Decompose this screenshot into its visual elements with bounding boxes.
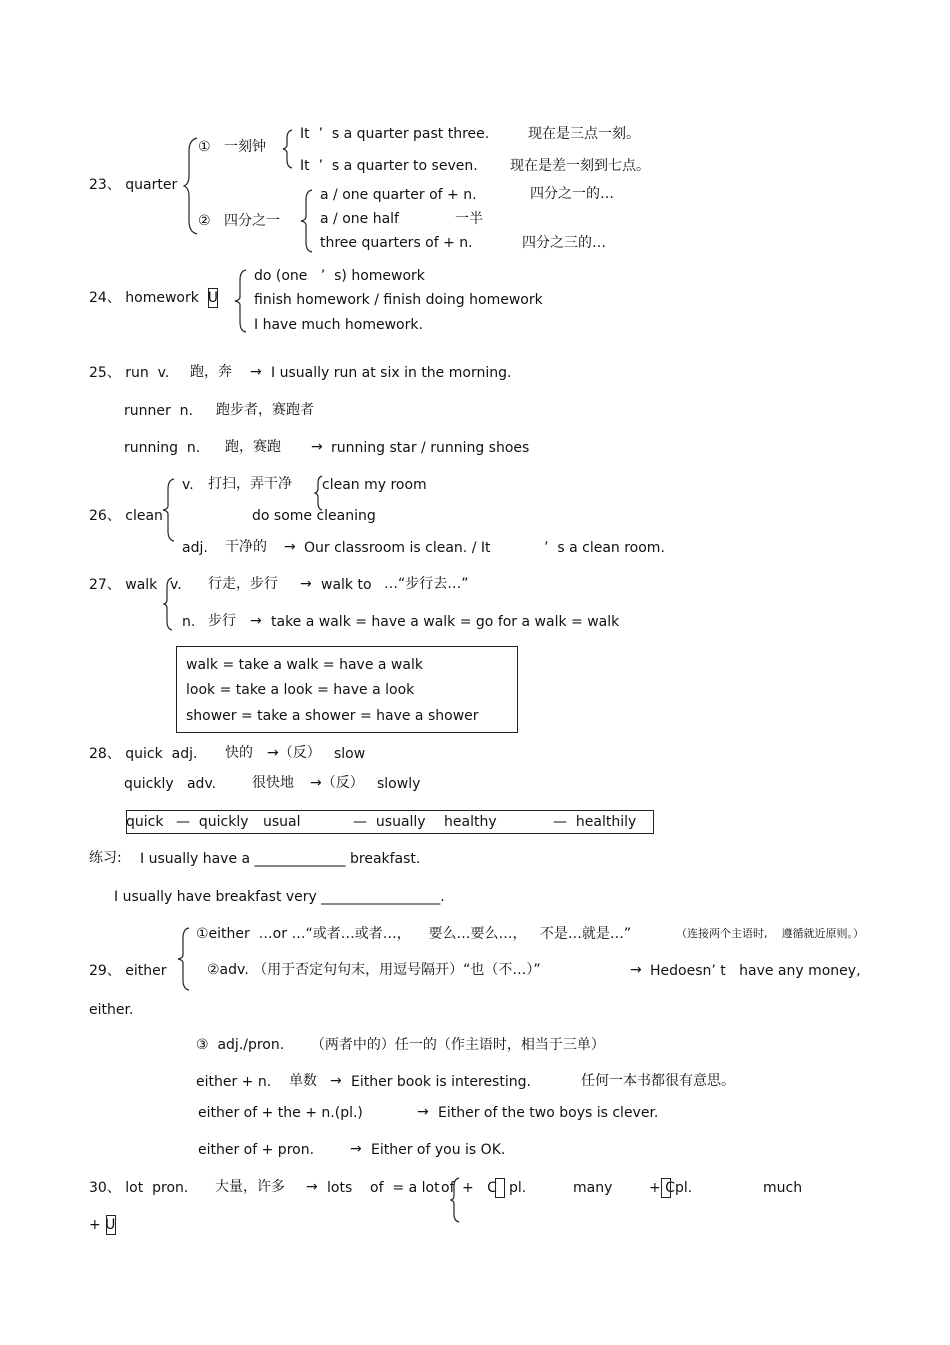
brace-29 xyxy=(177,926,193,992)
uncountable-box-icon xyxy=(106,1215,116,1235)
quick-antonym-label: →（反） xyxy=(267,745,321,761)
either-rule-3: either of + pron. xyxy=(198,1142,315,1158)
much-word: much xyxy=(763,1180,803,1196)
arrow-icon: → xyxy=(330,1073,342,1089)
arrow-icon: → xyxy=(630,962,642,978)
arrow-icon: → xyxy=(300,576,312,592)
sense-2-example-b: a / one half xyxy=(320,211,399,227)
sense-2-example-c: three quarters of + n. xyxy=(320,235,473,251)
sense-2-example-b-cn: 一半 xyxy=(455,211,483,227)
either-sense-3: ③ adj./pron. （两者中的）任一的（作主语时，相当于三单） xyxy=(196,1037,605,1053)
walk-box-line-2: look = take a look = have a look xyxy=(186,682,415,698)
sense-1-number: ① xyxy=(198,139,211,155)
brace-24 xyxy=(234,268,250,334)
sense-2-example-a: a / one quarter of + n. xyxy=(320,187,477,203)
arrow-icon: → xyxy=(306,1179,318,1195)
arrow-icon: → xyxy=(311,439,323,455)
sense-1-example-b: It ’ s a quarter to seven. xyxy=(300,158,478,174)
quickly-antonym: slowly xyxy=(377,776,421,792)
either-sense-2: ②adv. （用于否定句句末，用逗号隔开）“也（不…）” xyxy=(207,962,541,978)
walk-verb-pos: v. xyxy=(170,577,182,593)
running-example: running star / running shoes xyxy=(331,440,530,456)
sense-1-example-b-cn: 现在是差一刻到七点。 xyxy=(510,158,650,174)
entry-30-label: 30、 lot pron. xyxy=(89,1180,189,1196)
walk-box-line-3: shower = take a shower = have a shower xyxy=(186,708,479,724)
either-rule-2-example: Either of the two boys is clever. xyxy=(438,1105,659,1121)
either-sense-1-note: （连接两个主语时, 遵循就近原则。） xyxy=(676,927,864,940)
practice-label: 练习: xyxy=(89,850,122,866)
arrow-icon: → xyxy=(417,1104,429,1120)
walk-verb-example: walk to xyxy=(321,577,372,593)
running-word: running n. xyxy=(124,440,201,456)
either-rule-1-note: 单数 xyxy=(289,1073,317,1089)
clean-adj-pos: adj. xyxy=(182,540,208,556)
pair-word: healthy xyxy=(444,814,497,830)
clean-verb-pos: v. xyxy=(182,477,194,493)
brace-23-sense1 xyxy=(282,128,296,170)
brace-23-sense2 xyxy=(300,188,316,254)
pair-word: usual xyxy=(263,814,301,830)
either-rule-2: either of + the + n.(pl.) xyxy=(198,1105,363,1121)
many-plus-countable: + C xyxy=(649,1180,675,1196)
entry-25-run: 25、 run v. xyxy=(89,365,170,381)
quick-antonym: slow xyxy=(334,746,366,762)
clean-adj-example-a: Our classroom is clean. / It xyxy=(304,540,491,556)
entry-23-label: 23、 quarter xyxy=(89,177,178,193)
sense-1-meaning: 一刻钟 xyxy=(224,139,266,155)
pair-word: quick xyxy=(126,814,164,830)
walk-verb-meaning: 行走，步行 xyxy=(208,576,278,592)
many-word: many xyxy=(573,1180,613,1196)
sense-2-example-a-cn: 四分之一的… xyxy=(530,186,614,202)
entry-28-quick: 28、 quick adj. xyxy=(89,746,198,762)
brace-26 xyxy=(162,477,178,543)
clean-verb-example-b: do some cleaning xyxy=(252,508,376,524)
lot-of: of xyxy=(441,1180,455,1196)
homework-example-c: I have much homework. xyxy=(254,317,423,333)
either-rule-1-example: Either book is interesting. xyxy=(351,1074,531,1090)
sense-1-example-a: It ’ s a quarter past three. xyxy=(300,126,490,142)
clean-adj-example-b: ’ s a clean room. xyxy=(544,540,665,556)
clean-adj-meaning: 干净的 xyxy=(225,539,267,555)
runner-meaning: 跑步者，赛跑者 xyxy=(216,402,314,418)
pair-adverb: — quickly xyxy=(176,814,249,830)
either-rule-1-example-cn: 任何一本书都很有意思。 xyxy=(581,1073,735,1089)
practice-sentence-2: I usually have breakfast very _________________. xyxy=(114,889,445,905)
sense-2-number: ② xyxy=(198,213,211,229)
quick-meaning: 快的 xyxy=(225,745,253,761)
lot-plural-1: pl. xyxy=(509,1180,527,1196)
entry-26-label: 26、 clean xyxy=(89,508,163,524)
runner-word: runner n. xyxy=(124,403,193,419)
much-plus-uncountable: + U xyxy=(89,1217,116,1233)
walk-noun-example: take a walk = have a walk = go for a walk = walk xyxy=(271,614,620,630)
either-rule-3-example: Either of you is OK. xyxy=(371,1142,506,1158)
lot-plus-countable: + C xyxy=(462,1180,497,1196)
countable-box-icon xyxy=(661,1178,671,1198)
countable-box-icon xyxy=(495,1178,505,1198)
pair-adverb: — usually xyxy=(353,814,426,830)
lot-meaning: 大量，许多 xyxy=(215,1179,285,1195)
practice-sentence-1: I usually have a _____________ breakfast. xyxy=(140,851,421,867)
run-meaning: 跑，奔 xyxy=(190,364,232,380)
arrow-icon: → xyxy=(350,1141,362,1157)
brace-30 xyxy=(450,1176,462,1224)
arrow-icon: → xyxy=(284,539,296,555)
either-rule-1: either + n. xyxy=(196,1074,272,1090)
uncountable-box-icon xyxy=(208,288,218,308)
either-sense-2-continued: either. xyxy=(89,1002,134,1018)
clean-verb-meaning: 打扫，弄干净 xyxy=(208,476,292,492)
sense-2-example-c-cn: 四分之三的… xyxy=(522,235,606,251)
run-example: I usually run at six in the morning. xyxy=(271,365,512,381)
quickly-word: quickly adv. xyxy=(124,776,217,792)
sense-2-meaning: 四分之一 xyxy=(224,213,280,229)
clean-verb-example-a: clean my room xyxy=(322,477,427,493)
either-sense-2-example: Hedoesn’ t have any money, xyxy=(650,963,861,979)
quickly-meaning: 很快地 xyxy=(252,775,294,791)
lot-phrase: lots of = a lot xyxy=(327,1180,440,1196)
arrow-icon: → xyxy=(250,613,262,629)
walk-noun-pos: n. xyxy=(182,614,196,630)
quickly-antonym-label: →（反） xyxy=(310,775,364,791)
entry-27-label: 27、 walk xyxy=(89,577,158,593)
either-sense-1: ①either …or …“或者…或者…， 要么…要么…， 不是…就是…” xyxy=(196,926,632,942)
sense-1-example-a-cn: 现在是三点一刻。 xyxy=(528,126,640,142)
homework-example-a: do (one ’ s) homework xyxy=(254,268,425,284)
pair-adverb: — healthily xyxy=(553,814,637,830)
arrow-icon: → xyxy=(250,364,262,380)
walk-box-line-1: walk = take a walk = have a walk xyxy=(186,657,423,673)
running-meaning: 跑，赛跑 xyxy=(225,439,281,455)
walk-noun-meaning: 步行 xyxy=(208,613,236,629)
entry-29-label: 29、 either xyxy=(89,963,167,979)
entry-24-label: 24、 homework U xyxy=(89,290,218,306)
many-plural: pl. xyxy=(675,1180,693,1196)
walk-verb-example-cn: …“步行去…” xyxy=(384,576,469,592)
homework-example-b: finish homework / finish doing homework xyxy=(254,292,543,308)
